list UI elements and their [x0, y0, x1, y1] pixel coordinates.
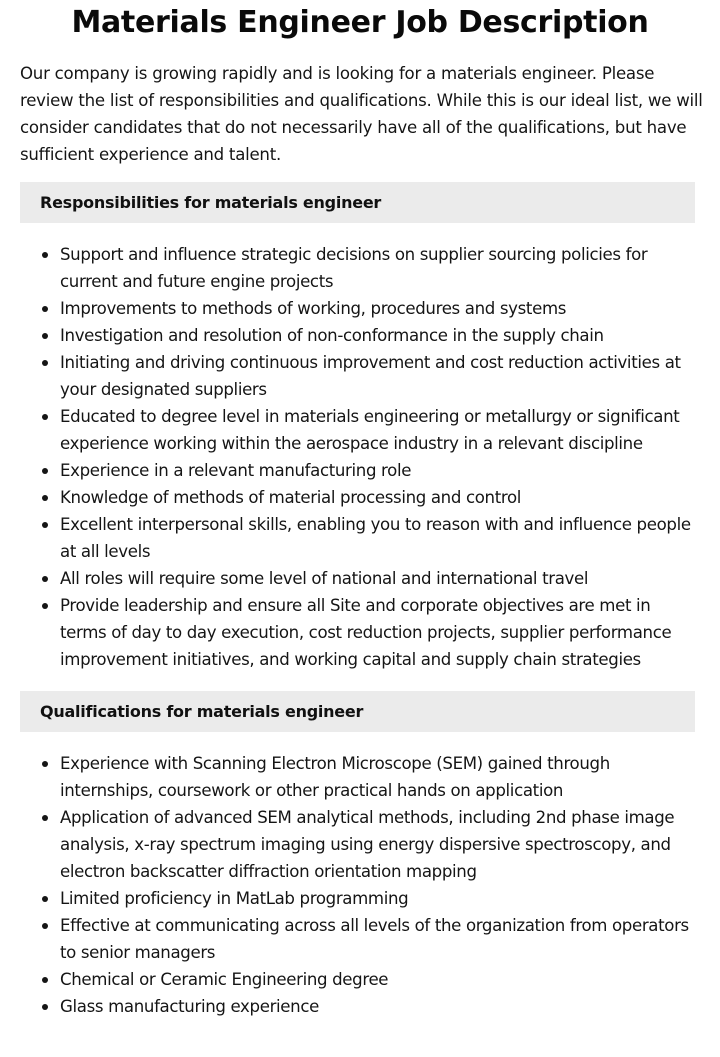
list-item — [60, 912, 700, 966]
bullet-icon — [42, 306, 48, 312]
list-item-text: Application of advanced SEM analytical methods, including 2nd phase image analysis, x-ray spectrum imaging using energy dispersive spectroscopy, and electron backscatter diffraction orientation mapping — [60, 808, 675, 881]
list-item-text: Excellent interpersonal skills, enabling you to reason with and influence people at all levels — [60, 515, 691, 561]
bullet-icon — [42, 1004, 48, 1010]
list-item-text: Experience in a relevant manufacturing role — [60, 461, 412, 480]
list-item-text: Glass manufacturing experience — [60, 997, 319, 1016]
list-item-text: Initiating and driving continuous improvement and cost reduction activities at your designated suppliers — [60, 353, 681, 399]
bullet-icon — [42, 977, 48, 983]
bullet-icon — [42, 522, 48, 528]
bullet-icon — [42, 761, 48, 767]
list-item — [60, 457, 700, 484]
list-item-text: Knowledge of methods of material processing and control — [60, 488, 522, 507]
list-item — [60, 804, 700, 885]
bullet-icon — [42, 815, 48, 821]
bullet-icon — [42, 896, 48, 902]
list-item — [60, 403, 700, 457]
list-item — [60, 349, 700, 403]
intro-paragraph: Our company is growing rapidly and is looking for a materials engineer. Please review the list of responsibilities and qualifications. While this is our ideal list, we will consider candidates that do not necessarily have all of the qualifications, but have sufficient experience and talent. — [20, 64, 703, 164]
list-item-text: Experience with Scanning Electron Microscope (SEM) gained through internships, coursework or other practical hands on application — [60, 754, 610, 800]
list-item-text: All roles will require some level of national and international travel — [60, 569, 589, 588]
bullet-icon — [42, 923, 48, 929]
list-item — [60, 241, 700, 295]
list-item-text: Educated to degree level in materials engineering or metallurgy or significant experience working within the aerospace industry in a relevant discipline — [60, 407, 680, 453]
responsibilities-heading: Responsibilities for materials engineer — [20, 182, 695, 223]
list-item-text: Limited proficiency in MatLab programming — [60, 889, 409, 908]
list-item-text: Support and influence strategic decisions on supplier sourcing policies for current and future engine projects — [60, 245, 648, 291]
bullet-icon — [42, 495, 48, 501]
list-item — [60, 993, 700, 1020]
list-item-text: Chemical or Ceramic Engineering degree — [60, 970, 389, 989]
list-item-text: Investigation and resolution of non-conformance in the supply chain — [60, 326, 604, 345]
page-title: Materials Engineer Job Description — [71, 5, 649, 40]
bullet-icon — [42, 360, 48, 366]
list-item — [60, 750, 700, 804]
list-item — [60, 484, 700, 511]
list-item — [60, 592, 700, 673]
bullet-icon — [42, 414, 48, 420]
list-item-text: Provide leadership and ensure all Site and corporate objectives are met in terms of day to day execution, cost reduction projects, supplier performance improvement initiatives, and working capital and supply chain strategies — [60, 596, 672, 669]
list-item — [60, 322, 700, 349]
bullet-icon — [42, 252, 48, 258]
list-item — [60, 885, 700, 912]
list-item-text: Effective at communicating across all levels of the organization from operators to senior managers — [60, 916, 689, 962]
list-item-text: Improvements to methods of working, procedures and systems — [60, 299, 567, 318]
qualifications-list — [0, 750, 700, 1020]
list-item — [60, 511, 700, 565]
bullet-icon — [42, 468, 48, 474]
bullet-icon — [42, 333, 48, 339]
list-item — [60, 565, 700, 592]
responsibilities-list — [0, 241, 700, 673]
list-item — [60, 966, 700, 993]
qualifications-heading: Qualifications for materials engineer — [20, 691, 695, 732]
list-item — [60, 295, 700, 322]
bullet-icon — [42, 576, 48, 582]
bullet-icon — [42, 603, 48, 609]
